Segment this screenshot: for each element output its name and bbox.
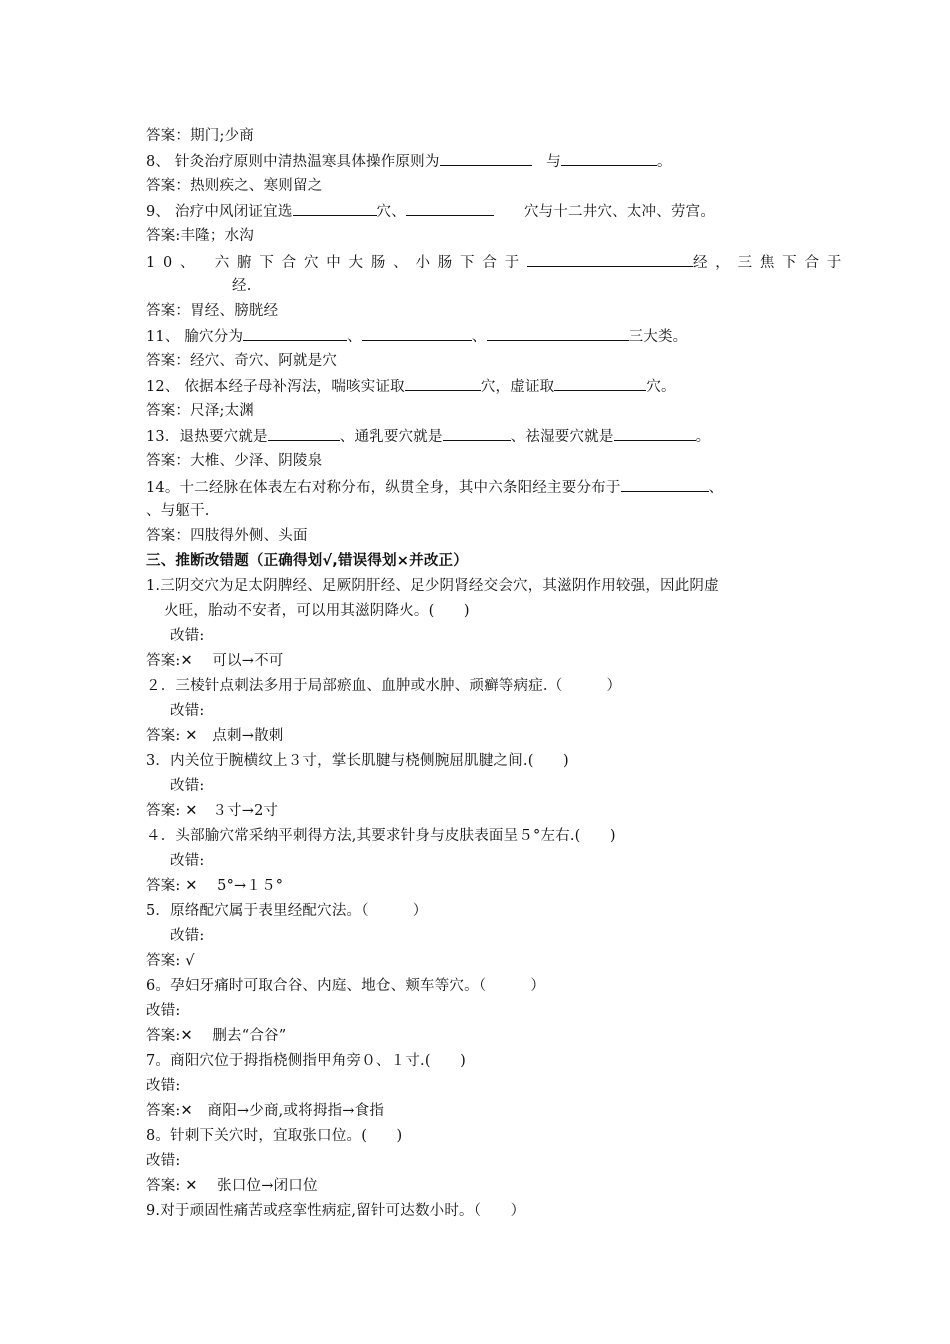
correction-label: 改错: — [146, 1003, 181, 1019]
answer-line: 答案: ✕ 5°→１５° — [146, 878, 284, 894]
correction-label: 改错: — [170, 853, 205, 869]
question-line: 3．内关位于腕横纹上３寸，掌长肌腱与桡侧腕屈肌腱之间.( ) — [146, 753, 569, 769]
question-line: ４．头部腧穴常采纳平刺得方法,其要求针身与皮肤表面呈５°左右.( ) — [146, 828, 616, 844]
question-line: 6。孕妇牙痛时可取合谷、内庭、地仓、颊车等穴。（ ） — [146, 978, 546, 994]
answer-line: 答案：尺泽;太渊 — [146, 403, 254, 419]
answer-line: 答案:✕ 可以→不可 — [146, 653, 284, 669]
answer-line: 答案：热则疾之、寒则留之 — [146, 178, 323, 194]
correction-label: 改错: — [146, 1153, 181, 1169]
question-line: 14。十二经脉在体表左右对称分布，纵贯全身，其中六条阳经主要分布于 、 — [146, 477, 810, 498]
correction-label: 改错: — [170, 778, 205, 794]
answer-line: 答案:丰隆；水沟 — [146, 228, 254, 244]
answer-line: 答案：胃经、膀胱经 — [146, 303, 279, 319]
section-heading: 三、推断改错题（正确得划√,错误得划×并改正） — [146, 553, 468, 569]
answer-line: 答案: ✕ ３寸→2寸 — [146, 803, 279, 819]
question-line-continued: 经. — [232, 278, 252, 294]
answer-line: 答案:✕ 删去“合谷” — [146, 1028, 287, 1044]
question-line: 10、 六腑下合穴中大肠、小肠下合于 经，三焦下合于 — [146, 252, 810, 273]
correction-label: 改错: — [170, 703, 205, 719]
answer-line: 答案: √ — [146, 953, 195, 969]
question-line-continued: 火旺，胎动不安者，可以用其滋阴降火。( ) — [164, 603, 470, 619]
question-line: 9.对于顽固性痛苦或痉挛性病症,留针可达数小时。（ ） — [146, 1203, 526, 1219]
answer-line: 答案: ✕ 张口位→闭口位 — [146, 1178, 318, 1194]
question-line: 5．原络配穴属于表里经配穴法。（ ） — [146, 903, 428, 919]
question-line: ２．三棱针点刺法多用于局部瘀血、血肿或水肿、顽癣等病症.（ ） — [146, 678, 622, 694]
answer-line: 答案：四肢得外侧、头面 — [146, 528, 308, 544]
question-line: 8、 针灸治疗原则中清热温寒具体操作原则为 与 。 — [146, 151, 810, 172]
question-line: 12、 依据本经子母补泻法，喘咳实证取 穴，虚证取 穴。 — [146, 376, 810, 397]
question-line: 13．退热要穴就是 、通乳要穴就是 、祛湿要穴就是 。 — [146, 426, 810, 447]
correction-label: 改错: — [146, 1078, 181, 1094]
correction-label: 改错: — [170, 928, 205, 944]
question-line-continued: 、与躯干. — [146, 503, 210, 519]
question-line: 7。商阳穴位于拇指桡侧指甲角旁０、１寸.( ) — [146, 1053, 466, 1069]
question-line: 1.三阴交穴为足太阴脾经、足厥阴肝经、足少阴肾经交会穴，其滋阴作用较强，因此阴虚 — [146, 578, 719, 594]
answer-line: 答案: ✕ 点刺→散刺 — [146, 728, 284, 744]
correction-label: 改错: — [170, 628, 205, 644]
answer-line: 答案：大椎、少泽、阴陵泉 — [146, 453, 323, 469]
answer-line: 答案：经穴、奇穴、阿就是穴 — [146, 353, 338, 369]
question-line: 11、 腧穴分为 、 、 三大类。 — [146, 326, 810, 347]
question-line: 8。针刺下关穴时，宜取张口位。( ) — [146, 1128, 403, 1144]
answer-line: 答案:✕ 商阳→少商,或将拇指→食指 — [146, 1103, 385, 1119]
answer-line: 答案：期门;少商 — [146, 128, 254, 144]
question-line: 9、 治疗中风闭证宜选 穴、 穴与十二井穴、太冲、劳宫。 — [146, 201, 810, 222]
